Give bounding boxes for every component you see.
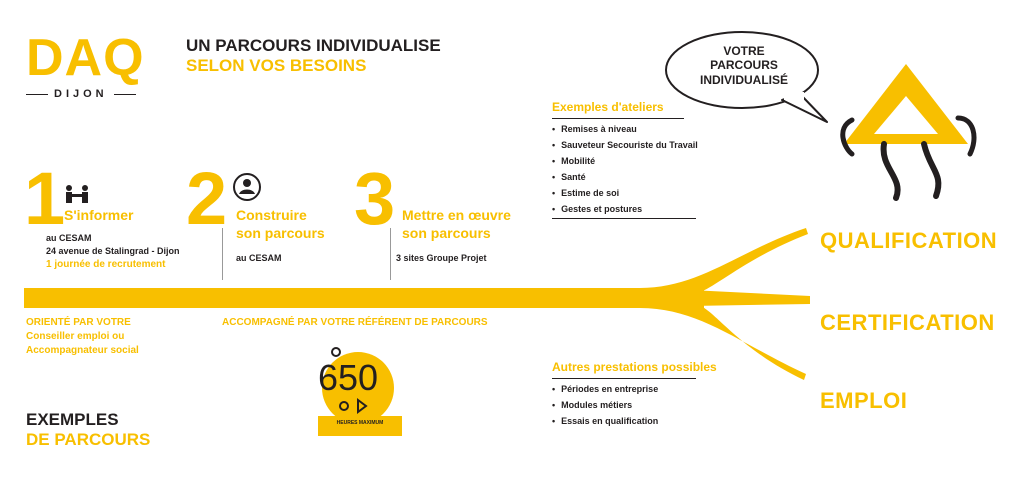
list-item: • Mobilité: [552, 156, 698, 166]
user-cycle-icon: [232, 172, 262, 202]
step-2-detail: au CESAM: [236, 253, 282, 263]
step-1-number: 1: [24, 157, 66, 240]
list-item: • Périodes en entreprise: [552, 384, 717, 394]
list-item: • Remises à niveau: [552, 124, 698, 134]
autres-title: Autres prestations possibles: [552, 360, 717, 374]
step-3-label: Mettre en œuvre son parcours: [402, 207, 511, 242]
outcome-certification: CERTIFICATION: [820, 310, 995, 335]
hours-value: 650: [318, 357, 379, 398]
ateliers-title: Exemples d'ateliers: [552, 100, 664, 114]
hours-label: HEURES MAXIMUM: [336, 420, 384, 426]
outcome-qualification: QUALIFICATION: [820, 228, 998, 253]
handshake-icon: [64, 184, 90, 204]
list-item: • Sauveteur Secouriste du Travail: [552, 140, 698, 150]
bubble-text: VOTRE PARCOURS INDIVIDUALISÉ: [699, 44, 788, 87]
step-2-label: Construire son parcours: [236, 207, 325, 242]
step-3-number: 3: [354, 157, 396, 240]
header-line1: UN PARCOURS INDIVIDUALISE: [186, 36, 441, 55]
step-1-label: S'informer: [64, 207, 134, 223]
autres-block: [552, 360, 717, 432]
list-item: • Modules métiers: [552, 400, 717, 410]
step-2-number: 2: [186, 157, 228, 240]
outcome-emploi: EMPLOI: [820, 388, 908, 413]
logo-city: DIJON: [54, 88, 108, 100]
header-line2: SELON VOS BESOINS: [186, 56, 367, 75]
list-item: • Essais en qualification: [552, 416, 717, 426]
list-item: • Gestes et postures: [552, 204, 698, 214]
list-item: • Santé: [552, 172, 698, 182]
autres-list: [552, 384, 717, 426]
logo-word: DAQ: [26, 29, 145, 87]
accompagne-text: ACCOMPAGNÉ PAR VOTRE RÉFÉRENT DE PARCOURS: [222, 317, 488, 328]
step-3-detail: 3 sites Groupe Projet: [396, 253, 487, 263]
exemples-title: EXEMPLES DE PARCOURS: [26, 410, 151, 449]
oriente-block: ORIENTÉ PAR VOTRE Conseiller emploi ou Accompagnateur social: [26, 317, 139, 356]
list-item: • Estime de soi: [552, 188, 698, 198]
step-1-details: au CESAM 24 avenue de Stalingrad - Dijon 1 journée de recrutement: [46, 233, 180, 271]
